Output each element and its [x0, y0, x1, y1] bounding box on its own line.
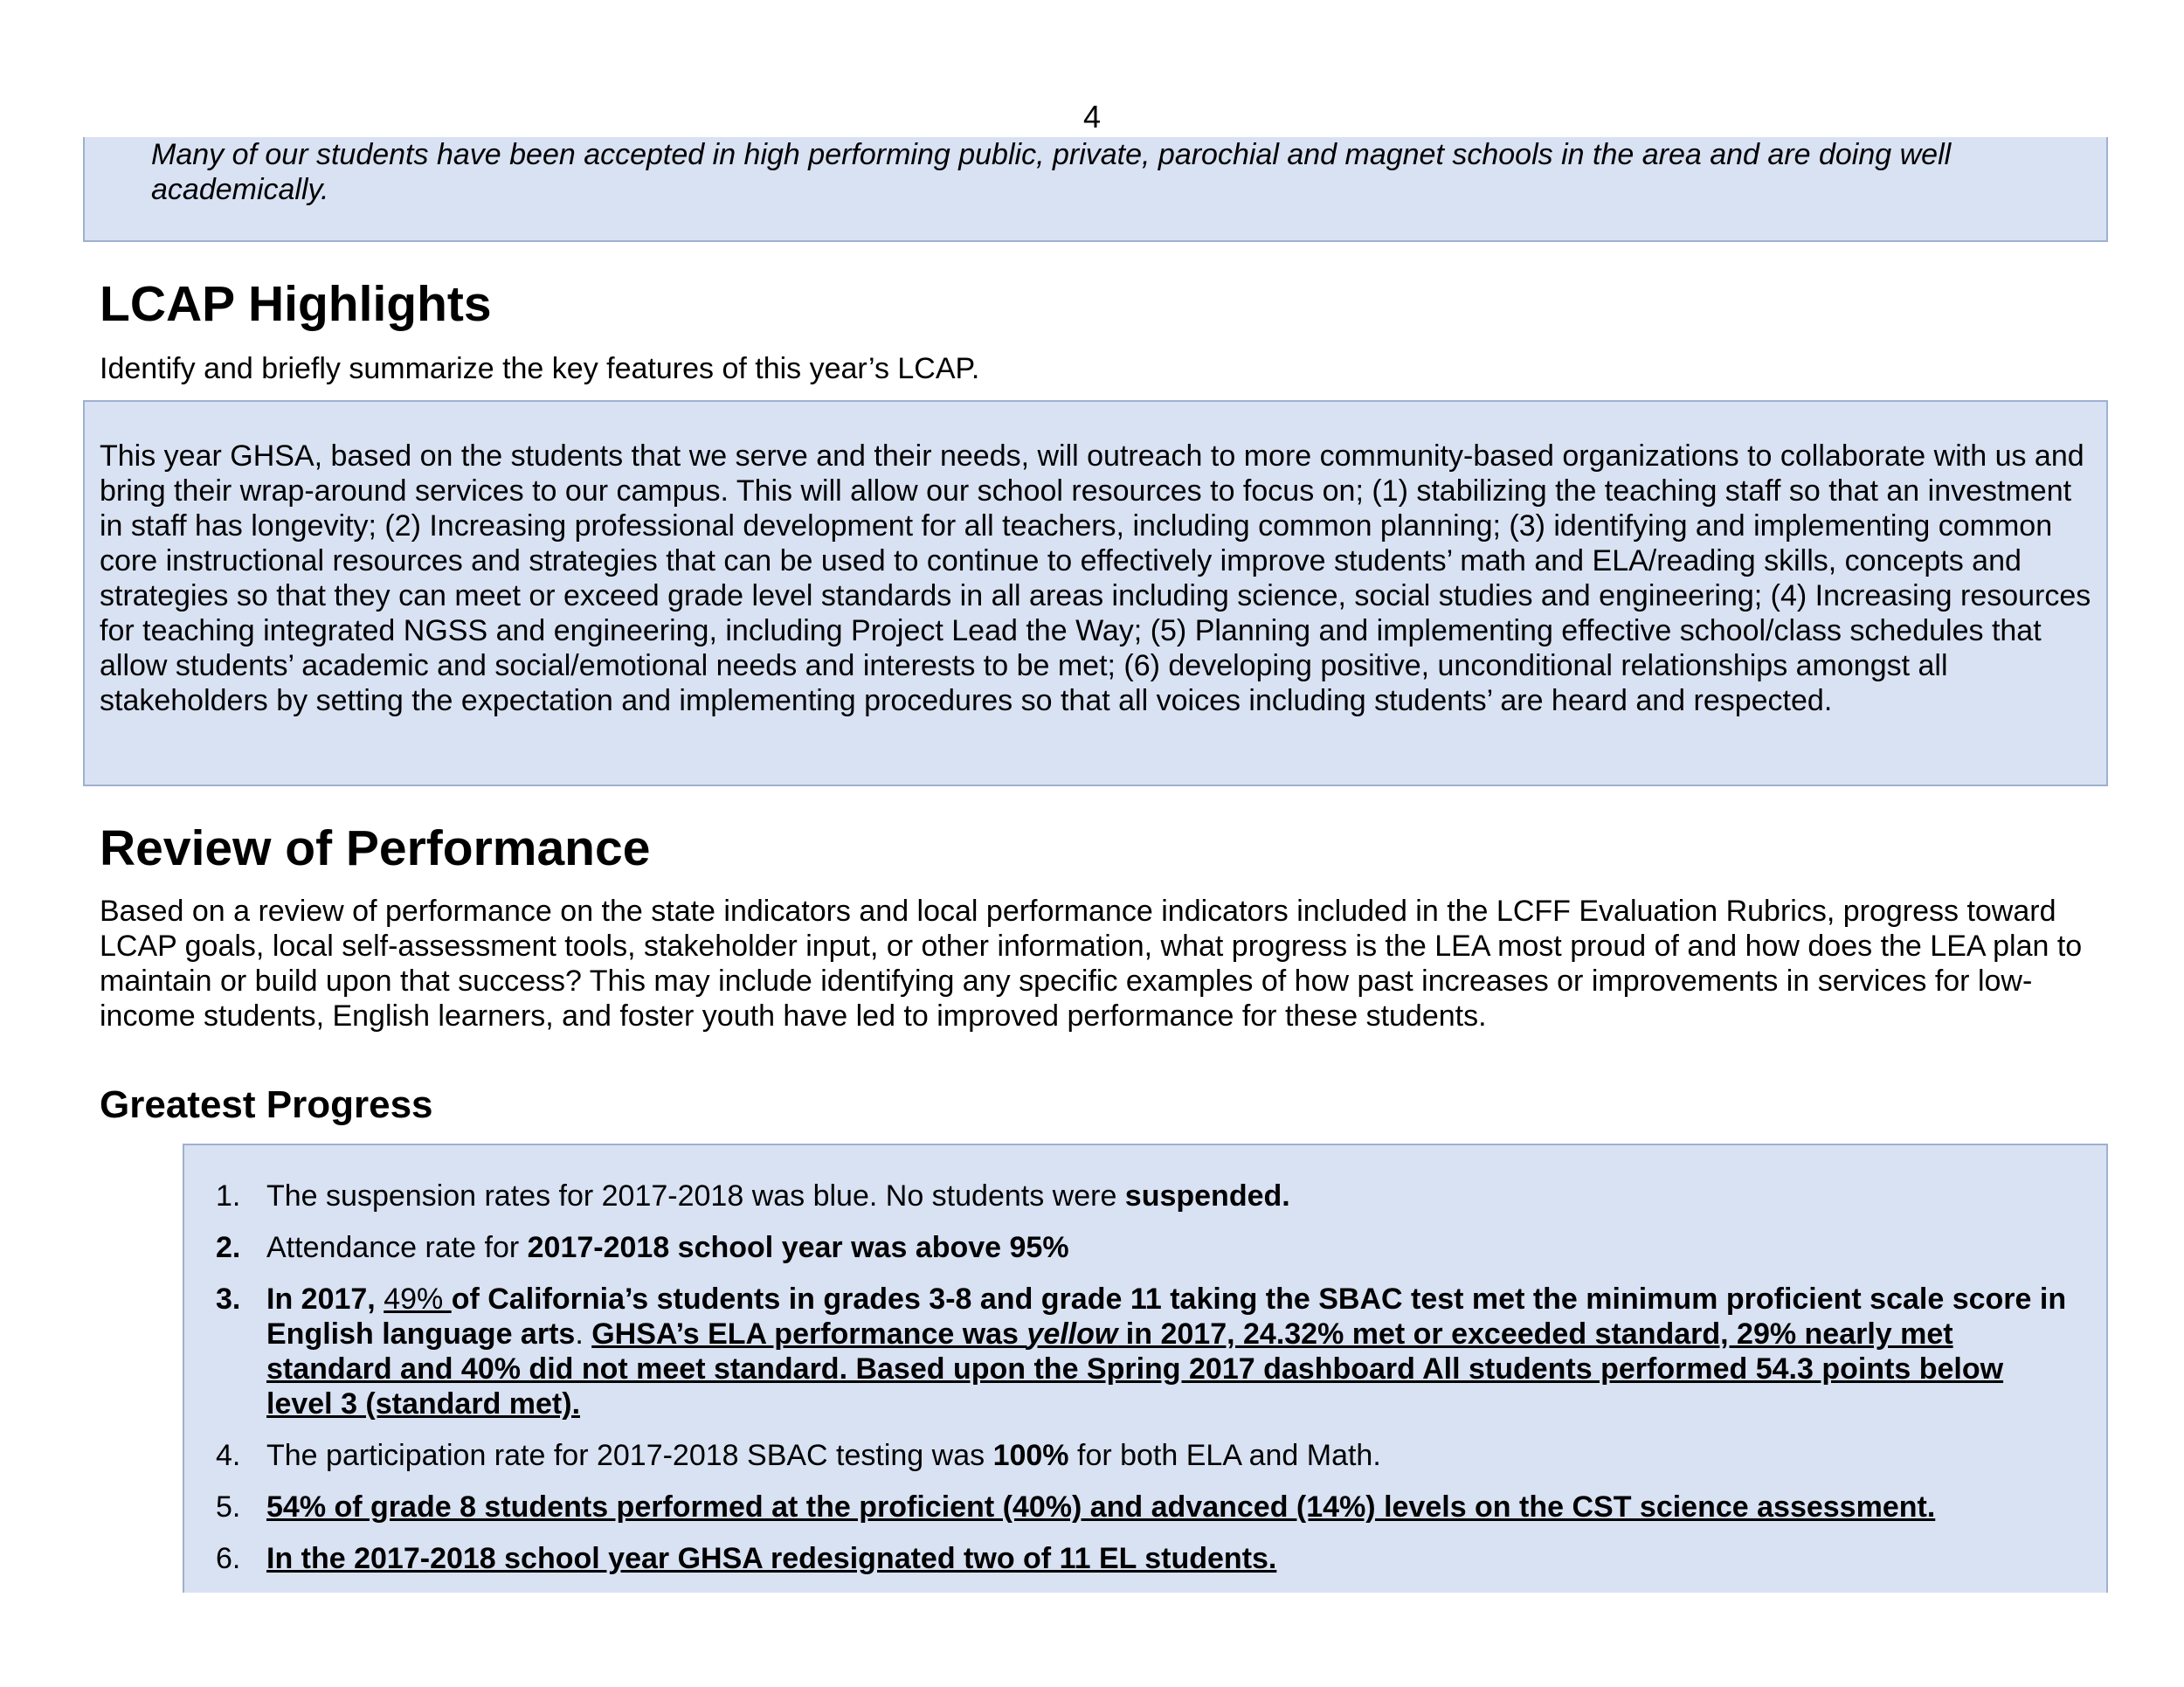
list-item-text-bold: suspended.: [1124, 1179, 1290, 1213]
list-item-text: Attendance rate for: [266, 1231, 528, 1264]
list-item-text: .: [575, 1317, 592, 1351]
greatest-progress-box: [183, 1144, 2108, 1593]
list-item-text: The participation rate for 2017-2018 SBAC testing was: [266, 1439, 993, 1472]
page-number: 4: [1082, 99, 1102, 135]
lcap-highlights-heading: LCAP Highlights: [100, 276, 492, 332]
list-item-text: In 2017,: [266, 1283, 384, 1316]
list-item-text-underlined: 54% of grade 8 students performed at the proficient (40%) and advanced (14%) levels on the CST science assessment.: [266, 1490, 1936, 1524]
list-item-number: 3.: [216, 1283, 241, 1316]
list-item-text-underlined: In the 2017-2018 school year GHSA redesignated two of 11 EL students.: [266, 1542, 1277, 1575]
list-item-text-underlined: in 2017, 24.32% met or exceeded standard, 29% nearly met standard and 40% did not meet standard. Based upon the Spring 2017 dashboard All students performed 54.3 points below level 3 (standard met).: [266, 1317, 2004, 1421]
list-item: [200, 1490, 2071, 1525]
lcap-highlights-box: [83, 400, 2108, 786]
list-item: [200, 1282, 2071, 1421]
list-item-text: for both ELA and Math.: [1068, 1439, 1381, 1472]
review-of-performance-prompt: Based on a review of performance on the state indicators and local performance indicators included in the LCFF Evaluation Rubrics, progress toward LCAP goals, local self-assessment tools, stakeholder input, or other information, what progress is the LEA most proud of and how does the LEA plan to maintain or build upon that success? This may include identifying any specific examples of how past increases or improvements in services for low-income students, English learners, and foster youth have led to improved performance for these students.: [100, 895, 2083, 1033]
greatest-progress-heading: Greatest Progress: [100, 1083, 433, 1126]
list-item-text-underlined: GHSA’s ELA performance was: [591, 1317, 1027, 1351]
list-item-text-underlined: 49%: [384, 1283, 452, 1316]
intro-text: Many of our students have been accepted in high performing public, private, parochial and magnet schools in the area and are doing well academically.: [151, 138, 1952, 206]
list-item: [200, 1541, 2071, 1576]
list-item-text: of California’s students in grades 3-8 and grade 11 taking the SBAC test met the minimum proficient scale score in English language arts: [266, 1283, 2067, 1351]
list-item-number: 2.: [216, 1231, 241, 1264]
lcap-highlights-body: This year GHSA, based on the students that we serve and their needs, will outreach to more community-based organizations to collaborate with us and bring their wrap-around services to our campus. This will allow our school resources to focus on; (1) stabilizing the teaching staff so that an investment in staff has longevity; (2) Increasing professional development for all teachers, including common planning; (3) identifying and implementing common core instructional resources and strategies that can be used to continue to effectively improve students’ math and ELA/reading skills, concepts and strategies so that they can meet or exceed grade level standards in all areas including science, social studies and engineering; (4) Increasing resources for teaching integrated NGSS and engineering, including Project Lead the Way; (5) Planning and implementing effective school/class schedules that allow students’ academic and social/emotional needs and interests to be met; (6) developing positive, unconditional relationships amongst all stakeholders by setting the expectation and implementing procedures so that all voices including students’ are heard and respected.: [100, 439, 2091, 717]
list-item-text-bold: 100%: [992, 1439, 1069, 1472]
list-item-text-bold: 2017-2018 school year was above 95%: [527, 1231, 1069, 1264]
list-item-number: 6.: [216, 1542, 241, 1575]
list-item: [200, 1438, 2071, 1473]
list-item: [200, 1230, 2071, 1265]
intro-continuation-box: [83, 137, 2108, 242]
review-of-performance-heading: Review of Performance: [100, 820, 651, 876]
list-item: [200, 1179, 2071, 1213]
list-item-number: 5.: [216, 1490, 241, 1524]
list-item-text-italic: yellow: [1026, 1317, 1118, 1351]
greatest-progress-list: [200, 1179, 2071, 1576]
list-item-number: 4.: [216, 1439, 241, 1472]
list-item-text: The suspension rates for 2017-2018 was blue. No students were: [266, 1179, 1125, 1213]
lcap-highlights-prompt: Identify and briefly summarize the key features of this year’s LCAP.: [100, 352, 980, 385]
list-item-number: 1.: [216, 1179, 241, 1213]
